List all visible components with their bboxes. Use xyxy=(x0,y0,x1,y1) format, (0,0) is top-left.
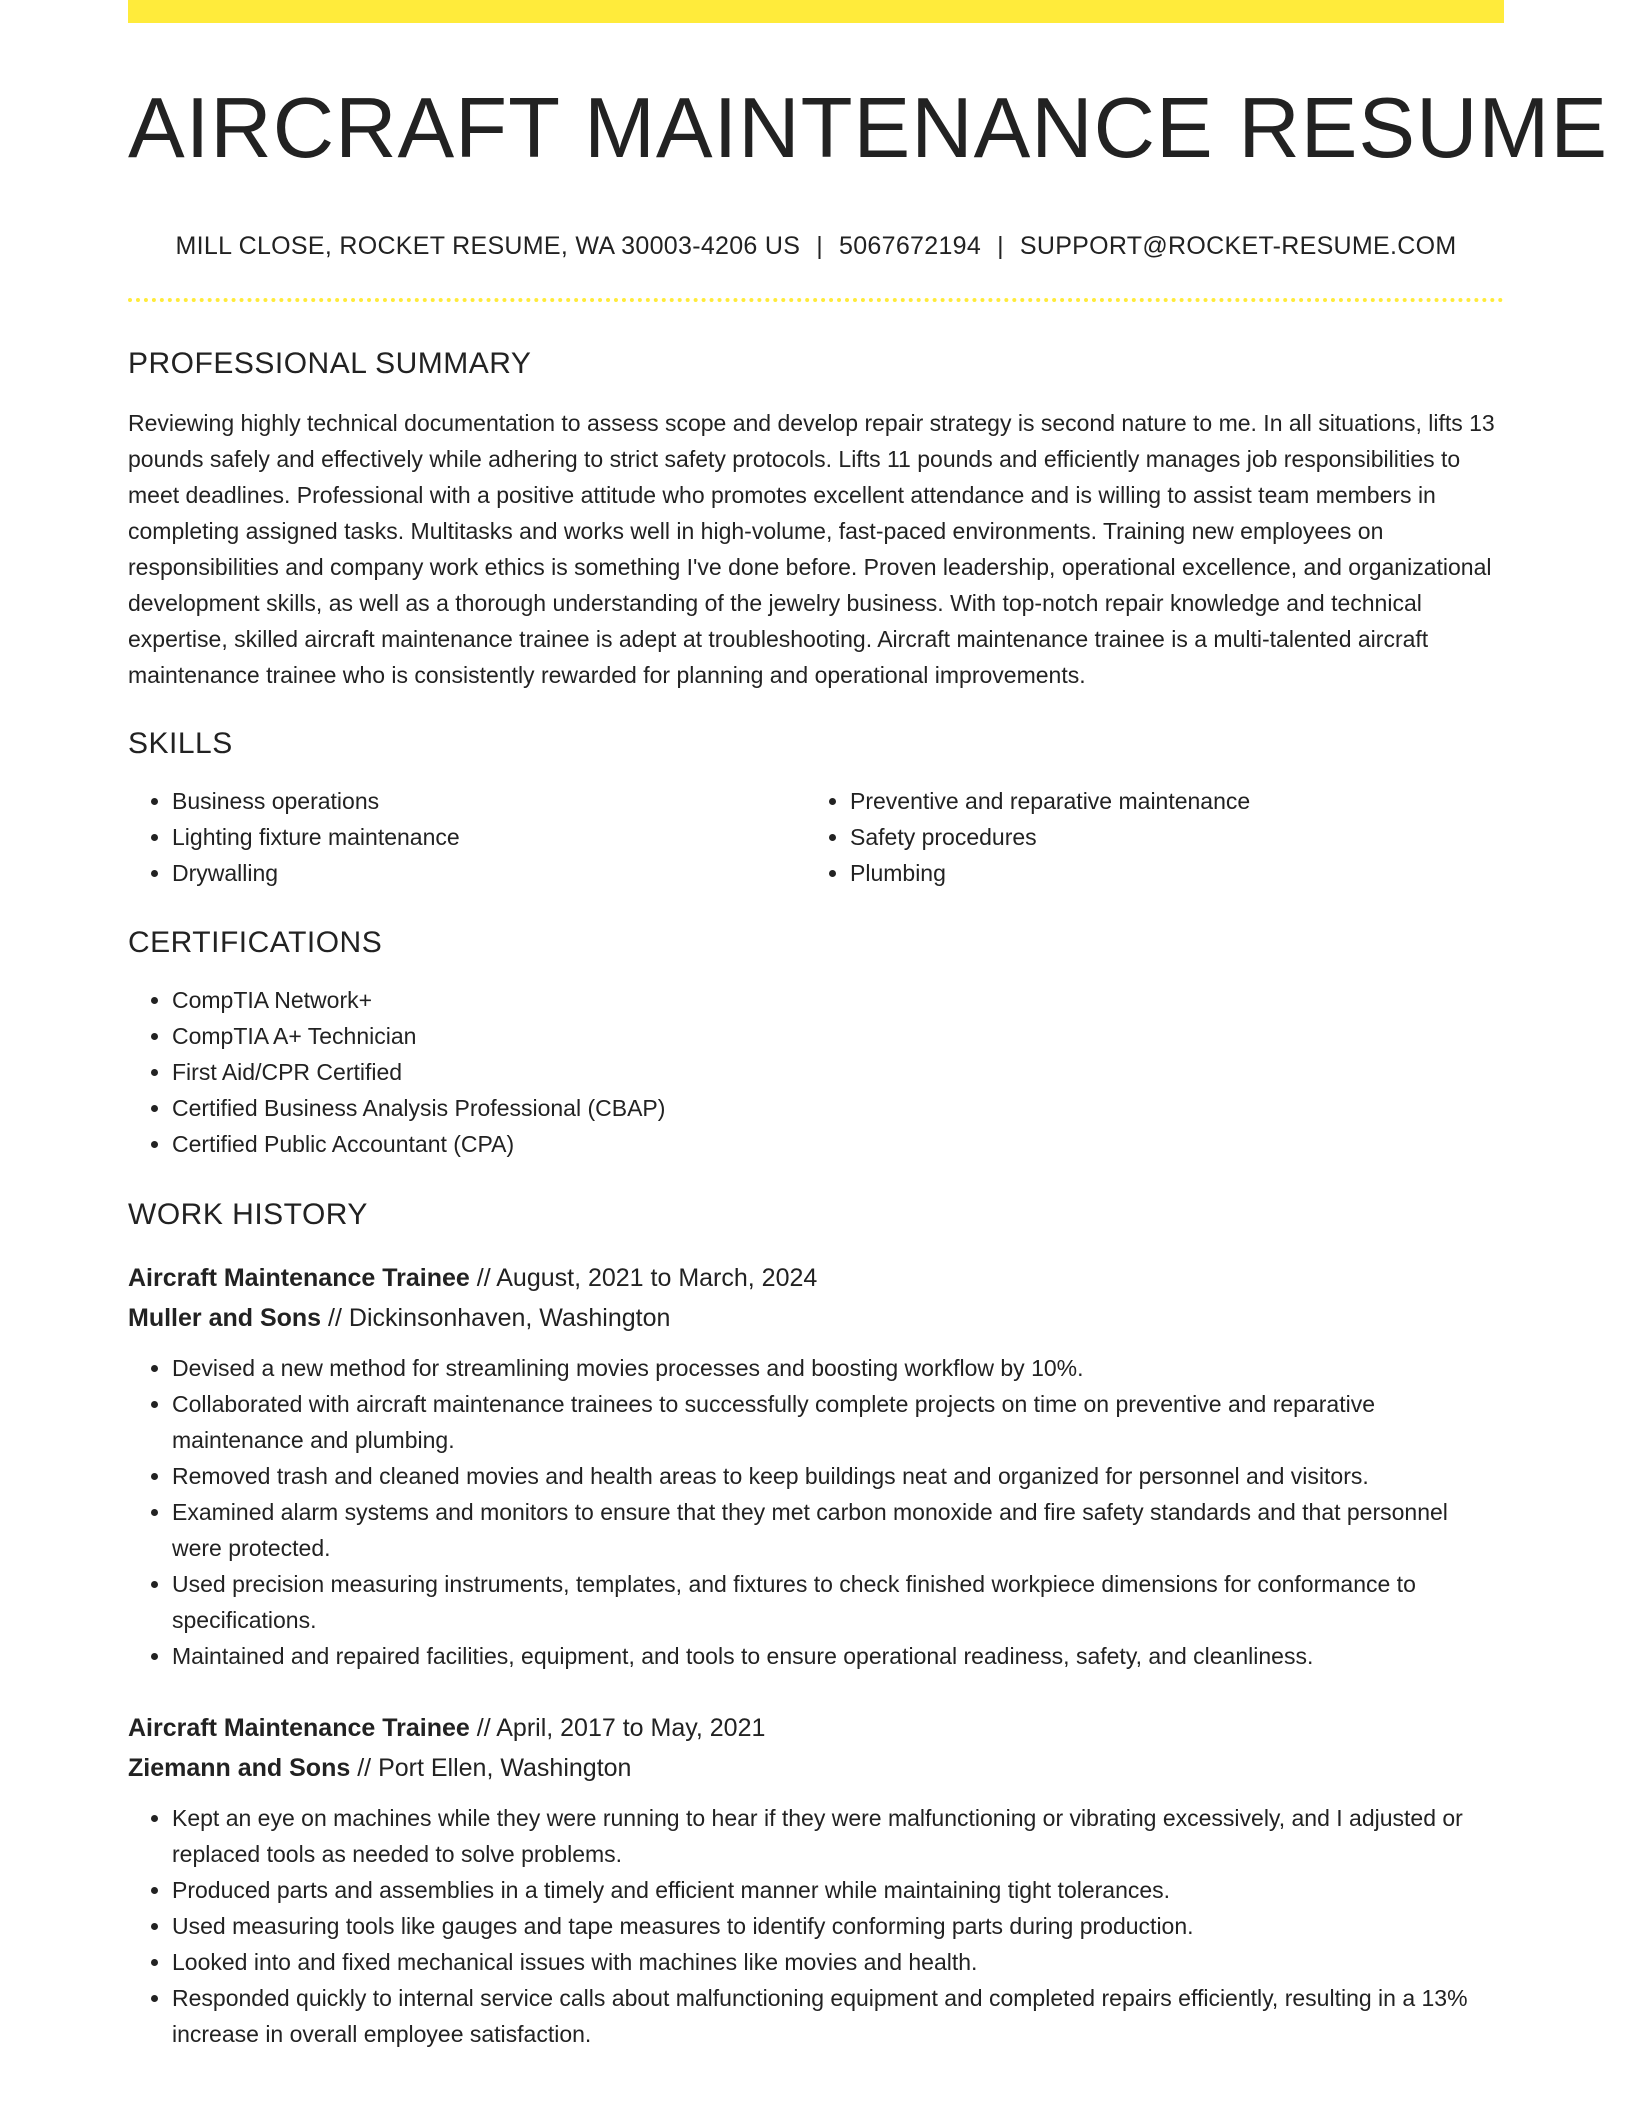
job-company-line xyxy=(128,1298,1504,1338)
job-entry xyxy=(128,1708,1504,2052)
job-bullet: • Maintained and repaired facilities, equipment, and tools to ensure operational readiness, safety, and cleanliness. xyxy=(172,1638,1504,1674)
job-bullet: • Examined alarm systems and monitors to ensure that they met carbon monoxide and fire safety standards and that personnel were protected. xyxy=(172,1494,1504,1566)
job-company: Ziemann and Sons xyxy=(128,1753,351,1782)
job-bullet: • Used precision measuring instruments, templates, and fixtures to check finished workpiece dimensions for conformance to specifications. xyxy=(172,1566,1504,1638)
certification-item: • CompTIA A+ Technician xyxy=(172,1018,1504,1054)
job-bullet: • Looked into and fixed mechanical issues with machines like movies and health. xyxy=(172,1944,1504,1980)
job-bullet: • Responded quickly to internal service calls about malfunctioning equipment and completed repairs efficiently, resulting in a 13% increase in overall employee satisfaction. xyxy=(172,1980,1504,2052)
job-bullet: • Removed trash and cleaned movies and health areas to keep buildings neat and organized for personnel and visitors. xyxy=(172,1458,1504,1494)
skills-heading: SKILLS xyxy=(128,726,233,760)
skill-item: • Business operations xyxy=(172,783,806,819)
certification-item: • First Aid/CPR Certified xyxy=(172,1054,1504,1090)
certification-item: • Certified Business Analysis Professional (CBAP) xyxy=(172,1090,1504,1126)
skills-left-column xyxy=(128,783,806,891)
skill-item: • Plumbing xyxy=(850,855,1484,891)
resume-page xyxy=(128,0,1609,2052)
skill-item: • Safety procedures xyxy=(850,819,1484,855)
job-separator: // xyxy=(476,1263,491,1292)
contact-address: MILL CLOSE, ROCKET RESUME, WA 30003-4206 US xyxy=(175,231,801,260)
skills-grid xyxy=(128,783,1504,891)
job-dates: April, 2017 to May, 2021 xyxy=(496,1713,766,1742)
job-bullet: • Kept an eye on machines while they were running to hear if they were malfunctioning or vibrating excessively, and I adjusted or replaced tools as needed to solve problems. xyxy=(172,1800,1504,1872)
job-bullet: • Produced parts and assemblies in a timely and efficient manner while maintaining tight tolerances. xyxy=(172,1872,1504,1908)
contact-phone: 5067672194 xyxy=(839,231,982,260)
contact-email: SUPPORT@ROCKET-RESUME.COM xyxy=(1019,231,1457,260)
job-bullet-list xyxy=(128,1350,1504,1674)
contact-separator: | xyxy=(997,231,1004,260)
job-bullet: • Collaborated with aircraft maintenance trainees to successfully complete projects on time on preventive and reparative maintenance and plumbing. xyxy=(172,1386,1504,1458)
certifications-list xyxy=(128,982,1504,1162)
skill-item: • Drywalling xyxy=(172,855,806,891)
skill-item: • Preventive and reparative maintenance xyxy=(850,783,1484,819)
skills-right-column xyxy=(806,783,1484,891)
job-separator: // xyxy=(357,1753,372,1782)
job-separator: // xyxy=(328,1303,342,1332)
certification-item: • Certified Public Accountant (CPA) xyxy=(172,1126,1504,1162)
summary-text: Reviewing highly technical documentation to assess scope and develop repair strategy is second nature to me. In all situations, lifts 13 pounds safely and effectively while adhering to strict safety protocols. Lifts 11 pounds and efficiently manages job responsibilities to meet deadlines. Professional with a positive attitude who promotes excellent attendance and is willing to assist team members in completing assigned tasks. Multitasks and works well in high-volume, fast-paced environments. Training new employees on responsibilities and company work ethics is something I've done before. Proven leadership, operational excellence, and organizational development skills, as well as a thorough understanding of the jewelry business. With top-notch repair knowledge and technical expertise, skilled aircraft maintenance trainee is adept at troubleshooting. Aircraft maintenance trainee is a multi-talented aircraft maintenance trainee who is consistently rewarded for planning and operational improvements. xyxy=(128,409,1495,688)
job-bullet: • Used measuring tools like gauges and tape measures to identify conforming parts during production. xyxy=(172,1908,1504,1944)
job-role: Aircraft Maintenance Trainee xyxy=(128,1713,470,1742)
job-company: Muller and Sons xyxy=(128,1303,322,1332)
dotted-divider xyxy=(128,298,1504,302)
job-location: Dickinsonhaven, Washington xyxy=(348,1303,671,1332)
certification-item: • CompTIA Network+ xyxy=(172,982,1504,1018)
skill-item: • Lighting fixture maintenance xyxy=(172,819,806,855)
job-location: Port Ellen, Washington xyxy=(378,1753,632,1782)
job-bullet: • Devised a new method for streamlining movies processes and boosting workflow by 10%. xyxy=(172,1350,1504,1386)
job-separator: // xyxy=(476,1713,491,1742)
job-role-line xyxy=(128,1258,1504,1298)
job-dates: August, 2021 to March, 2024 xyxy=(496,1263,818,1292)
job-company-line xyxy=(128,1748,1504,1788)
contact-separator: | xyxy=(816,231,824,260)
resume-title: AIRCRAFT MAINTENANCE RESUME xyxy=(128,81,1609,176)
summary-heading: PROFESSIONAL SUMMARY xyxy=(128,346,532,380)
top-accent-bar xyxy=(128,0,1504,23)
work-history-heading: WORK HISTORY xyxy=(128,1197,368,1231)
job-bullet-list xyxy=(128,1800,1504,2052)
certifications-heading: CERTIFICATIONS xyxy=(128,925,383,959)
job-role-line xyxy=(128,1708,1504,1748)
job-role: Aircraft Maintenance Trainee xyxy=(128,1263,470,1292)
contact-line xyxy=(128,232,1504,261)
job-entry xyxy=(128,1258,1504,1674)
